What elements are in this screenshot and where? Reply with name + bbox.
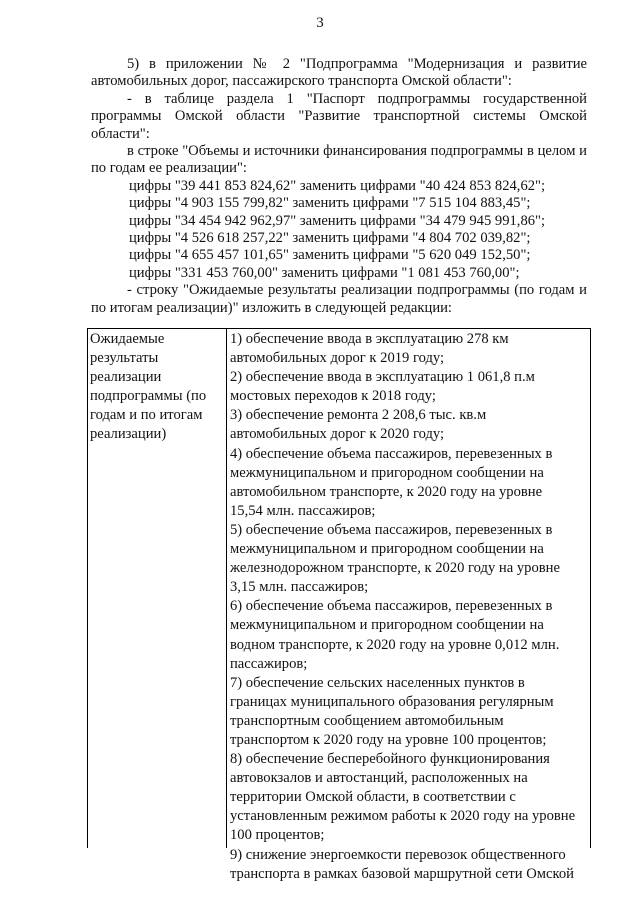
right-line: межмуниципальном и пригородном сообщении на [230, 617, 544, 634]
paragraph-5: 5) в приложении № 2 "Подпрограмма "Модернизация и развитие автомобильных дорог, пассажирского транспорта Омской области": [91, 56, 587, 90]
page-number: 3 [316, 15, 324, 31]
replacement-line: цифры "4 903 155 799,82" заменить цифрами "7 515 104 883,45"; [129, 195, 531, 212]
right-line: 1) обеспечение ввода в эксплуатацию 278 км [230, 331, 509, 347]
right-line: транспорта в рамках базовой маршрутной сети Омской [230, 865, 574, 882]
left-line: результаты [90, 350, 159, 367]
left-line: реализации) [90, 426, 167, 443]
left-line: годам и по итогам [90, 407, 203, 424]
replacement-line: цифры "4 655 457 101,65" заменить цифрами "5 620 049 152,50"; [129, 247, 531, 264]
right-line: 2) обеспечение ввода в эксплуатацию 1 061,8 п.м [230, 369, 535, 386]
right-line: пассажиров; [230, 655, 308, 672]
right-line: границах муниципального образования регулярным [230, 693, 554, 710]
table-right-cell [226, 329, 590, 882]
right-line: территории Омской области, в соответствии с [230, 789, 516, 806]
right-line: 3,15 млн. пассажиров; [230, 579, 369, 596]
right-line: 3) обеспечение ремонта 2 208,6 тыс. кв.м [230, 407, 487, 424]
paragraph-row: в строке "Объемы и источники финансирования подпрограммы в целом и по годам ее реализации": [91, 143, 587, 177]
right-line: автомобильных дорог к 2019 году; [230, 350, 445, 367]
left-line: Ожидаемые [90, 331, 165, 347]
right-line: 7) обеспечение сельских населенных пунктов в [230, 674, 525, 691]
right-line: 5) обеспечение объема пассажиров, перевезенных в [230, 521, 553, 538]
right-line: межмуниципальном и пригородном сообщении на [230, 541, 544, 558]
right-line: железнодорожном транспорте, к 2020 году на уровне [230, 560, 560, 577]
right-line: 15,54 млн. пассажиров; [230, 502, 376, 519]
right-line: 8) обеспечение бесперебойного функционирования [230, 751, 550, 768]
left-line: реализации [90, 369, 162, 386]
right-line: 4) обеспечение объема пассажиров, перевезенных в [230, 445, 553, 462]
right-line: межмуниципальном и пригородном сообщении на [230, 464, 544, 481]
replacement-list [91, 178, 587, 282]
left-line: подпрограммы (по [90, 388, 207, 405]
right-line: 100 процентов; [230, 827, 325, 844]
table-left-cell [88, 329, 226, 445]
right-line: автовокзалов и автостанций, расположенных на [230, 770, 528, 787]
right-line: водном транспорте, к 2020 году на уровне 0,012 млн. [230, 636, 560, 653]
right-line: транспортом к 2020 году на уровне 100 процентов; [230, 731, 547, 748]
replacement-line: цифры "34 454 942 962,97" заменить цифрами "34 479 945 991,86"; [129, 212, 546, 229]
amendment-text [91, 56, 587, 317]
paragraph-expected: - строку "Ожидаемые результаты реализации подпрограммы (по годам и по итогам реализации)" изложить в следующей редакции: [91, 282, 587, 316]
right-line: установленным режимом работы к 2020 году на уровне [230, 808, 576, 825]
right-line: мостовых переходов к 2018 году; [230, 388, 436, 405]
replacement-line: цифры "39 441 853 824,62" заменить цифрами "40 424 853 824,62"; [129, 177, 546, 194]
right-line: автомобильном транспорте, к 2020 году на уровне [230, 483, 543, 500]
paragraph-table: - в таблице раздела 1 "Паспорт подпрограммы государственной программы Омской области "Развитие транспортной системы Омской области": [91, 90, 587, 142]
right-line: автомобильных дорог к 2020 году; [230, 426, 445, 443]
replacement-line: цифры "4 526 618 257,22" заменить цифрами "4 804 702 039,82"; [129, 230, 531, 247]
right-line: транспортным сообщением автомобильным [230, 712, 504, 729]
right-line: 6) обеспечение объема пассажиров, перевезенных в [230, 598, 553, 615]
replacement-line: цифры "331 453 760,00" заменить цифрами "1 081 453 760,00"; [129, 264, 520, 281]
right-line: 9) снижение энергоемкости перевозок общественного [230, 846, 566, 863]
results-table [87, 328, 591, 882]
